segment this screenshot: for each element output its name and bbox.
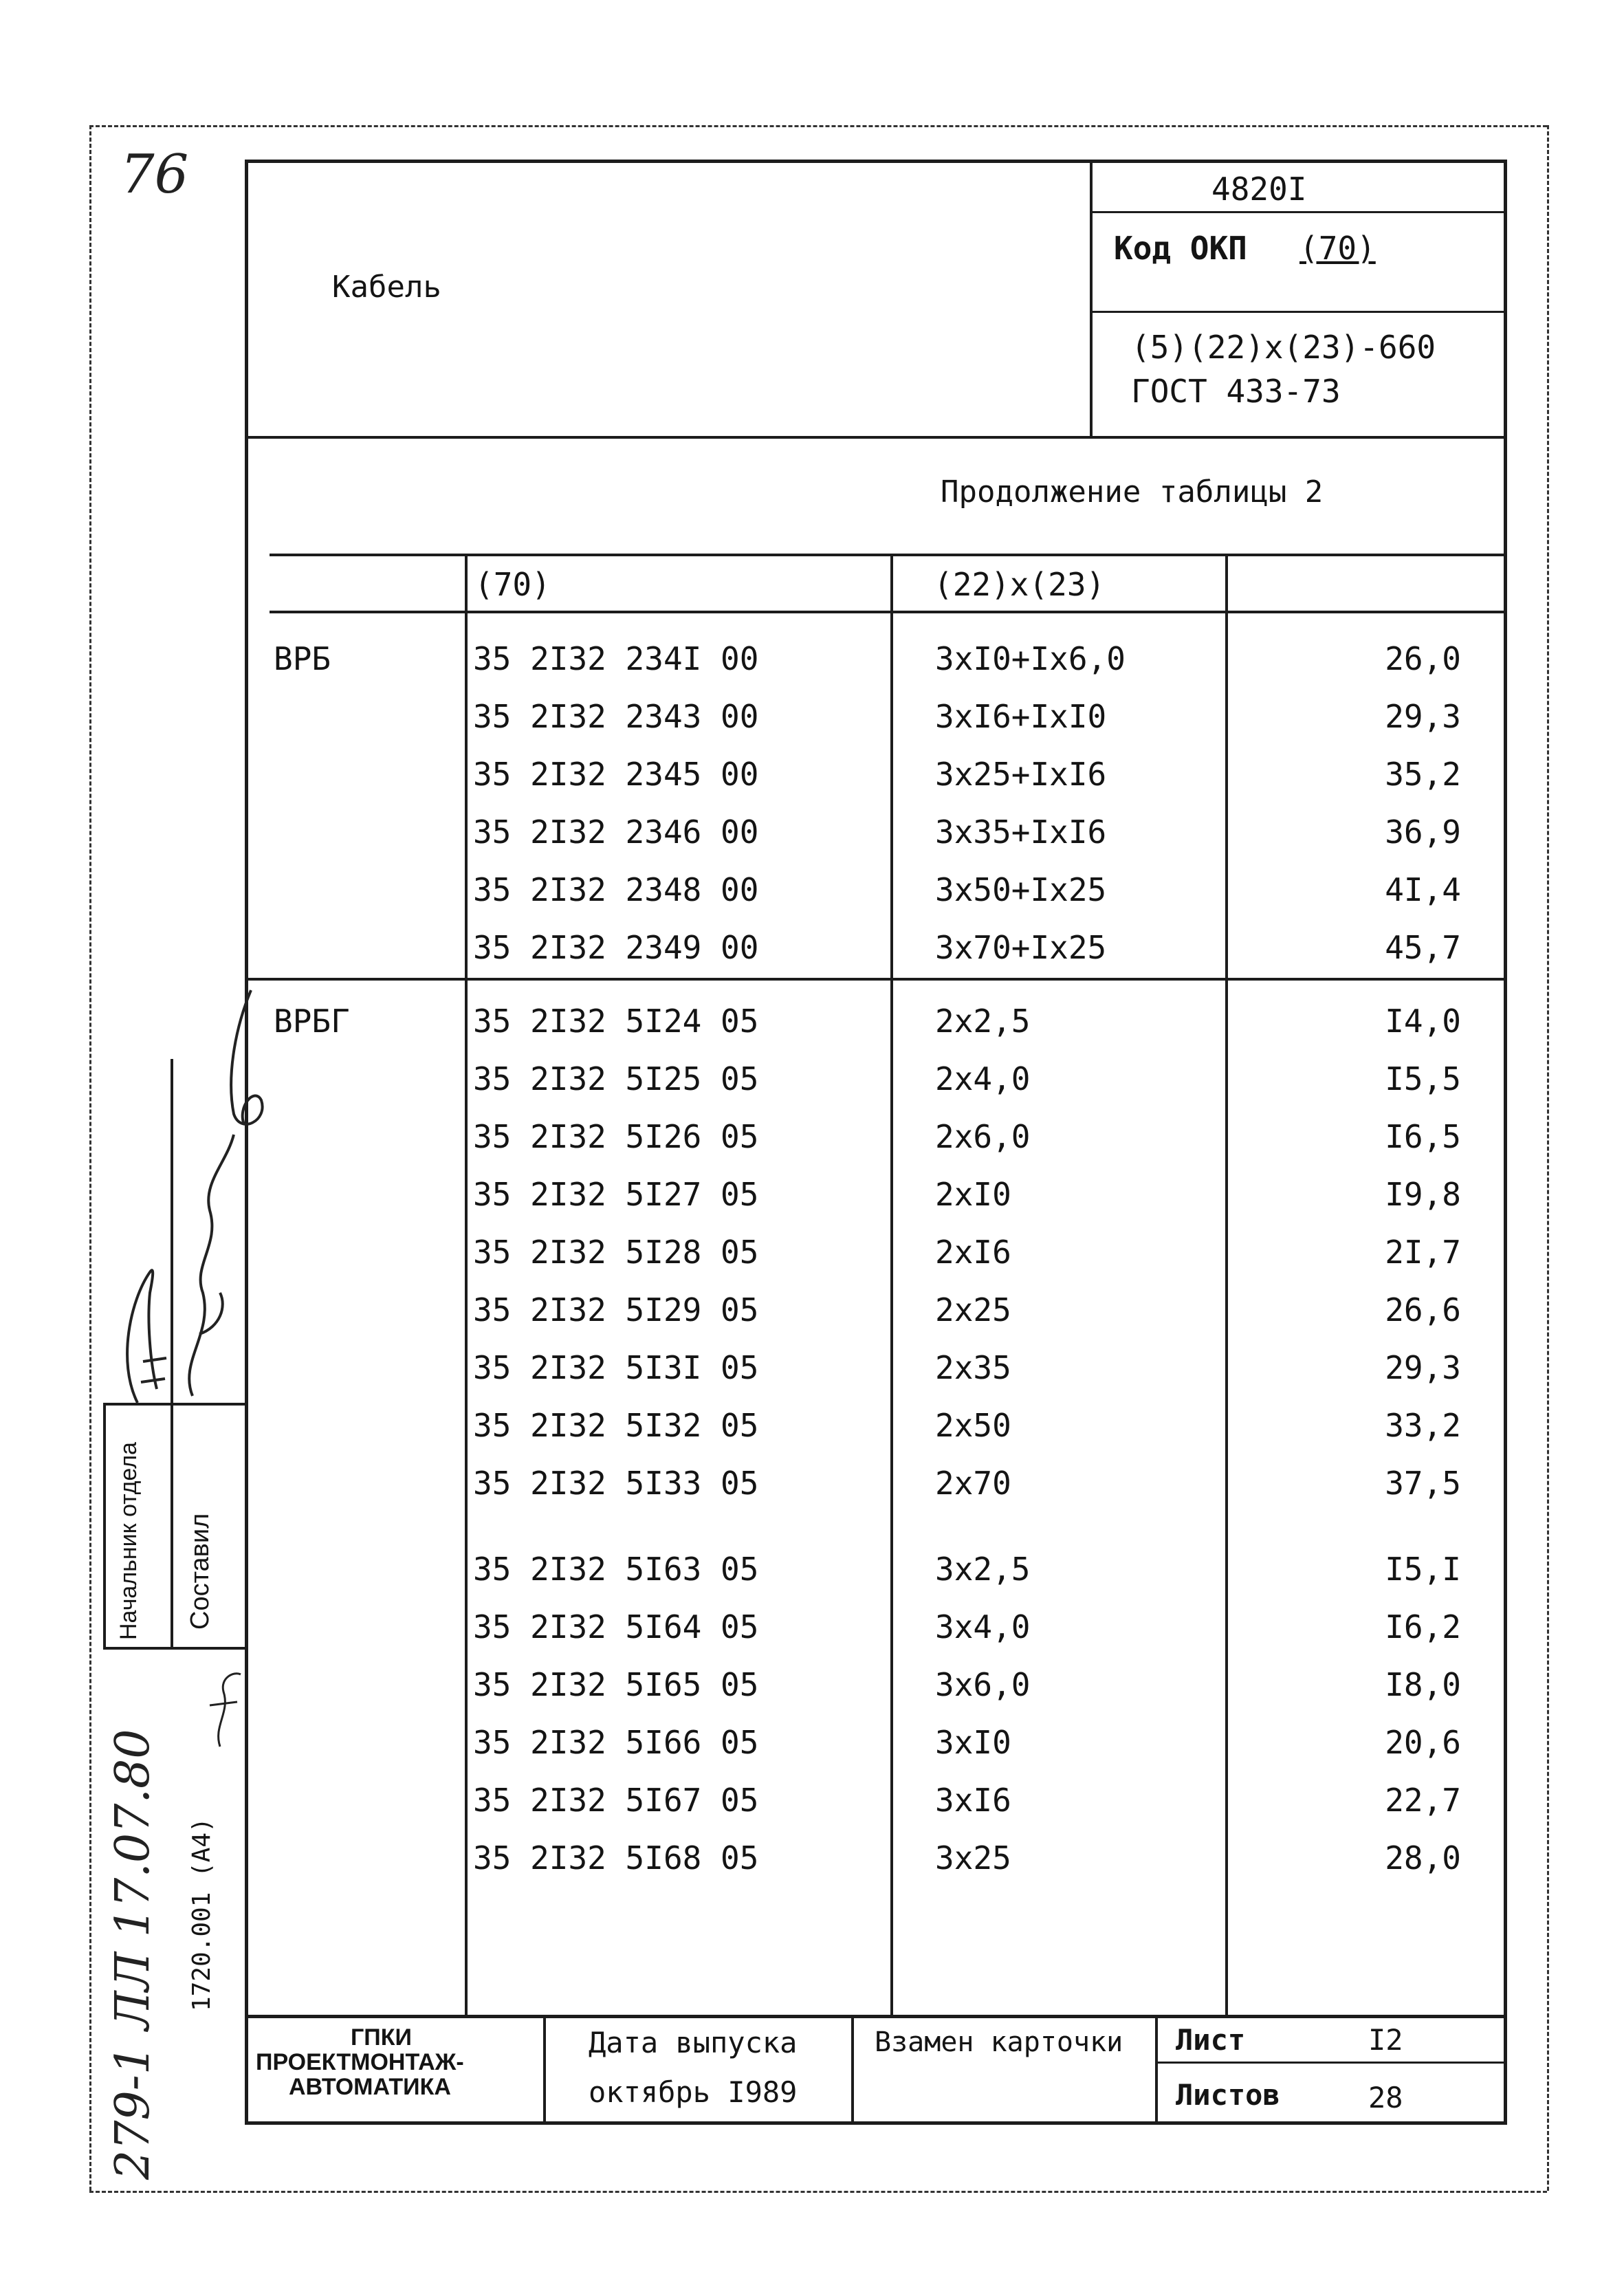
- designation-line2: ГОСТ 433-73: [1131, 373, 1341, 410]
- row-value: 29,3: [1385, 1349, 1461, 1386]
- row-value: 35,2: [1385, 756, 1461, 793]
- release-date-value: октябрь I989: [589, 2075, 798, 2109]
- group-name-vrb: ВРБ: [274, 640, 331, 677]
- row-code: 35 2I32 5I29 05: [473, 1291, 759, 1329]
- okp-label: Код ОКП: [1114, 230, 1247, 267]
- row-code: 35 2I32 5I3I 05: [473, 1349, 759, 1386]
- sheets-label: Листов: [1176, 2078, 1280, 2112]
- row-value: I6,2: [1385, 1608, 1461, 1646]
- row-value: 36,9: [1385, 813, 1461, 851]
- row-value: I5,I: [1385, 1551, 1461, 1588]
- row-code: 35 2I32 5I64 05: [473, 1608, 759, 1646]
- row-size: 2xI6: [935, 1234, 1011, 1271]
- row-code: 35 2I32 2349 00: [473, 929, 759, 966]
- row-code: 35 2I32 5I27 05: [473, 1176, 759, 1213]
- column-header-size: (22)x(23): [934, 566, 1106, 603]
- row-code: 35 2I32 5I24 05: [473, 1003, 759, 1040]
- row-size: 3xI6: [935, 1782, 1011, 1819]
- head-of-department-label: Начальник отдела: [116, 1442, 142, 1640]
- row-value: 20,6: [1385, 1724, 1461, 1761]
- row-size: 2x35: [935, 1349, 1011, 1386]
- row-size: 3xI0: [935, 1724, 1011, 1761]
- designation-line1: (5)(22)x(23)-660: [1131, 329, 1436, 366]
- row-code: 35 2I32 5I66 05: [473, 1724, 759, 1761]
- row-size: 3x35+IxI6: [935, 813, 1107, 851]
- row-code: 35 2I32 2343 00: [473, 698, 759, 735]
- row-size: 3x70+Ix25: [935, 929, 1107, 966]
- row-size: 3x25+IxI6: [935, 756, 1107, 793]
- document-reference: 1720.001 (А4): [188, 1817, 216, 2011]
- row-value: I8,0: [1385, 1666, 1461, 1703]
- row-size: 2x6,0: [935, 1118, 1031, 1155]
- row-size: 3x25: [935, 1839, 1011, 1877]
- row-value: 2I,7: [1385, 1234, 1461, 1271]
- product-name: Кабель: [332, 270, 441, 305]
- signature-scribbles: [89, 976, 268, 1458]
- sheet-label: Лист: [1176, 2023, 1246, 2057]
- row-size: 3x2,5: [935, 1551, 1031, 1588]
- handwritten-page-number: 76: [120, 144, 189, 206]
- row-value: I9,8: [1385, 1176, 1461, 1213]
- org-line2: ПРОЕКТМОНТАЖ-: [256, 2049, 464, 2075]
- row-size: 2x70: [935, 1465, 1011, 1502]
- row-code: 35 2I32 5I26 05: [473, 1118, 759, 1155]
- replaces-card-label: Взамен карточки: [875, 2026, 1123, 2058]
- row-size: 2x50: [935, 1407, 1011, 1444]
- row-size: 2x4,0: [935, 1060, 1031, 1097]
- row-value: 37,5: [1385, 1465, 1461, 1502]
- table-title: Продолжение таблицы 2: [941, 474, 1324, 510]
- row-size: 2x25: [935, 1291, 1011, 1329]
- row-code: 35 2I32 2345 00: [473, 756, 759, 793]
- column-header-okp: (70): [474, 566, 551, 603]
- row-code: 35 2I32 234I 00: [473, 640, 759, 677]
- okp-value: (70): [1299, 230, 1376, 267]
- sheet-value: I2: [1368, 2023, 1403, 2057]
- row-size: 3x4,0: [935, 1608, 1031, 1646]
- row-value: I4,0: [1385, 1003, 1461, 1040]
- row-value: 4I,4: [1385, 871, 1461, 908]
- row-code: 35 2I32 2346 00: [473, 813, 759, 851]
- row-value: 28,0: [1385, 1839, 1461, 1877]
- row-value: 29,3: [1385, 698, 1461, 735]
- org-line3: АВТОМАТИКА: [289, 2074, 451, 2100]
- row-size: 2xI0: [935, 1176, 1011, 1213]
- row-value: 33,2: [1385, 1407, 1461, 1444]
- row-code: 35 2I32 5I63 05: [473, 1551, 759, 1588]
- row-code: 35 2I32 5I33 05: [473, 1465, 759, 1502]
- row-code: 35 2I32 5I32 05: [473, 1407, 759, 1444]
- row-code: 35 2I32 5I67 05: [473, 1782, 759, 1819]
- handwritten-reference: 279-1 ЛЛ 17.07.80: [106, 1729, 160, 2180]
- release-date-label: Дата выпуска: [589, 2026, 798, 2059]
- group-name-vrbg: ВРБГ: [274, 1003, 350, 1040]
- row-code: 35 2I32 5I65 05: [473, 1666, 759, 1703]
- row-size: 3xI0+Ix6,0: [935, 640, 1126, 677]
- initials-mark: [199, 1664, 248, 1753]
- row-size: 3xI6+IxI0: [935, 698, 1107, 735]
- row-code: 35 2I32 2348 00: [473, 871, 759, 908]
- product-code: 4820I: [1211, 171, 1307, 208]
- row-size: 3x6,0: [935, 1666, 1031, 1703]
- author-label: Составил: [186, 1513, 215, 1630]
- org-line1: ГПКИ: [351, 2024, 412, 2051]
- row-value: I5,5: [1385, 1060, 1461, 1097]
- row-size: 2x2,5: [935, 1003, 1031, 1040]
- row-value: 26,0: [1385, 640, 1461, 677]
- row-size: 3x50+Ix25: [935, 871, 1107, 908]
- row-value: 22,7: [1385, 1782, 1461, 1819]
- sheets-value: 28: [1368, 2081, 1403, 2114]
- row-value: I6,5: [1385, 1118, 1461, 1155]
- row-code: 35 2I32 5I68 05: [473, 1839, 759, 1877]
- row-value: 26,6: [1385, 1291, 1461, 1329]
- row-code: 35 2I32 5I28 05: [473, 1234, 759, 1271]
- row-value: 45,7: [1385, 929, 1461, 966]
- row-code: 35 2I32 5I25 05: [473, 1060, 759, 1097]
